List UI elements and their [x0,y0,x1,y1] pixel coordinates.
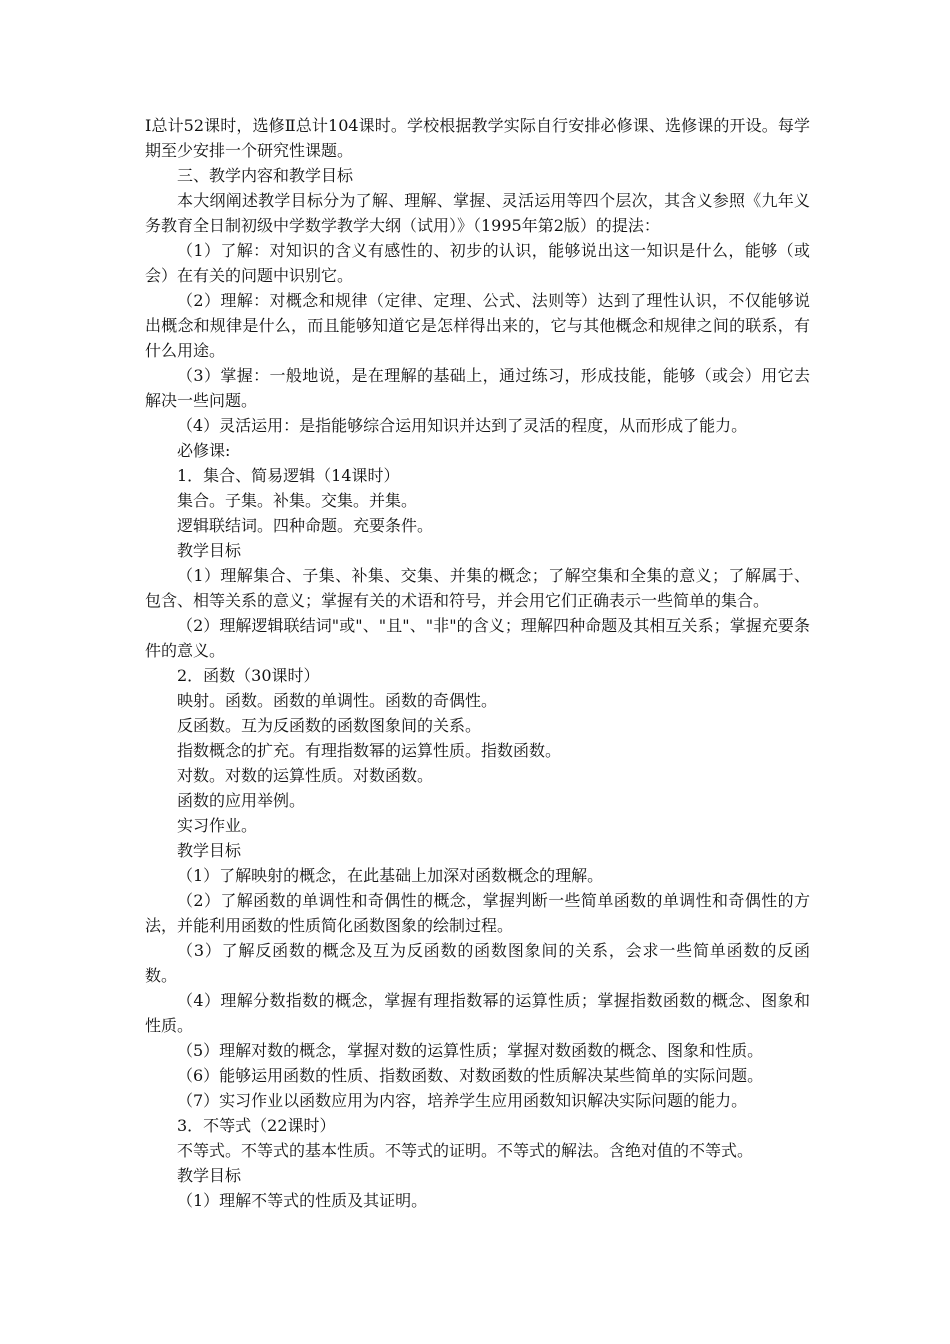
paragraph: （7）实习作业以函数应用为内容，培养学生应用函数知识解决实际问题的能力。 [177,1091,748,1110]
paragraph: （6）能够运用函数的性质、指数函数、对数函数的性质解决某些简单的实际问题。 [177,1066,764,1085]
subheading: 1．集合、简易逻辑（14课时） [177,466,400,485]
paragraph: 逻辑联结词。四种命题。充要条件。 [177,516,434,535]
paragraph: （2）理解：对概念和规律（定律、定理、公式、法则等）达到了理性认识，不仅能够说出概念和规律是什么，而且能够知道它是怎样得出来的，它与其他概念和规律之间的联系，有什么用途。 [145,291,810,360]
paragraph: （4）灵活运用：是指能够综合运用知识并达到了灵活的程度，从而形成了能力。 [177,416,748,435]
subheading: 2．函数（30课时） [177,666,320,685]
subheading: 必修课: [177,441,231,460]
paragraph: （5）理解对数的概念，掌握对数的运算性质；掌握对数函数的概念、图象和性质。 [177,1041,764,1060]
paragraph: （2）了解函数的单调性和奇偶性的概念，掌握判断一些简单函数的单调性和奇偶性的方法，并能利用函数的性质简化函数图象的绘制过程。 [145,891,810,935]
paragraph: （3）掌握：一般地说，是在理解的基础上，通过练习，形成技能，能够（或会）用它去解决一些问题。 [145,366,810,410]
paragraph: 集合。子集。补集。交集。并集。 [177,491,418,510]
subheading: 教学目标 [177,541,242,560]
paragraph: 函数的应用举例。 [177,791,306,810]
paragraph: （1）理解不等式的性质及其证明。 [177,1191,428,1210]
paragraph: 本大纲阐述教学目标分为了解、理解、掌握、灵活运用等四个层次，其含义参照《九年义务教育全日制初级中学数学教学大纲（试用）》（1995年第2版）的提法： [145,191,810,235]
subheading: 3．不等式（22课时） [177,1116,336,1135]
paragraph: Ⅰ总计52课时，选修Ⅱ总计104课时。学校根据教学实际自行安排必修课、选修课的开设。每学期至少安排一个研究性课题。 [145,116,810,160]
paragraph: （3）了解反函数的概念及互为反函数的函数图象间的关系，会求一些简单函数的反函数。 [145,941,810,985]
subheading: 教学目标 [177,1166,242,1185]
paragraph: （4）理解分数指数的概念，掌握有理指数幂的运算性质；掌握指数函数的概念、图象和性质。 [145,991,810,1035]
section-heading: 三、教学内容和教学目标 [177,166,354,185]
paragraph: 对数。对数的运算性质。对数函数。 [177,766,434,785]
paragraph: （2）理解逻辑联结词"或"、"且"、"非"的含义；理解四种命题及其相互关系；掌握充要条件的意义。 [145,616,810,660]
paragraph: 映射。函数。函数的单调性。函数的奇偶性。 [177,691,498,710]
document-page [145,113,810,1213]
paragraph: 不等式。不等式的基本性质。不等式的证明。不等式的解法。含绝对值的不等式。 [177,1141,754,1160]
paragraph: （1）了解映射的概念，在此基础上加深对函数概念的理解。 [177,866,604,885]
paragraph: 反函数。互为反函数的函数图象间的关系。 [177,716,482,735]
paragraph: （1）理解集合、子集、补集、交集、并集的概念；了解空集和全集的意义；了解属于、包含、相等关系的意义；掌握有关的术语和符号，并会用它们正确表示一些简单的集合。 [145,566,810,610]
paragraph: 指数概念的扩充。有理指数幂的运算性质。指数函数。 [177,741,562,760]
subheading: 教学目标 [177,841,242,860]
paragraph: （1）了解：对知识的含义有感性的、初步的认识，能够说出这一知识是什么，能够（或会）在有关的问题中识别它。 [145,241,810,285]
paragraph: 实习作业。 [177,816,258,835]
